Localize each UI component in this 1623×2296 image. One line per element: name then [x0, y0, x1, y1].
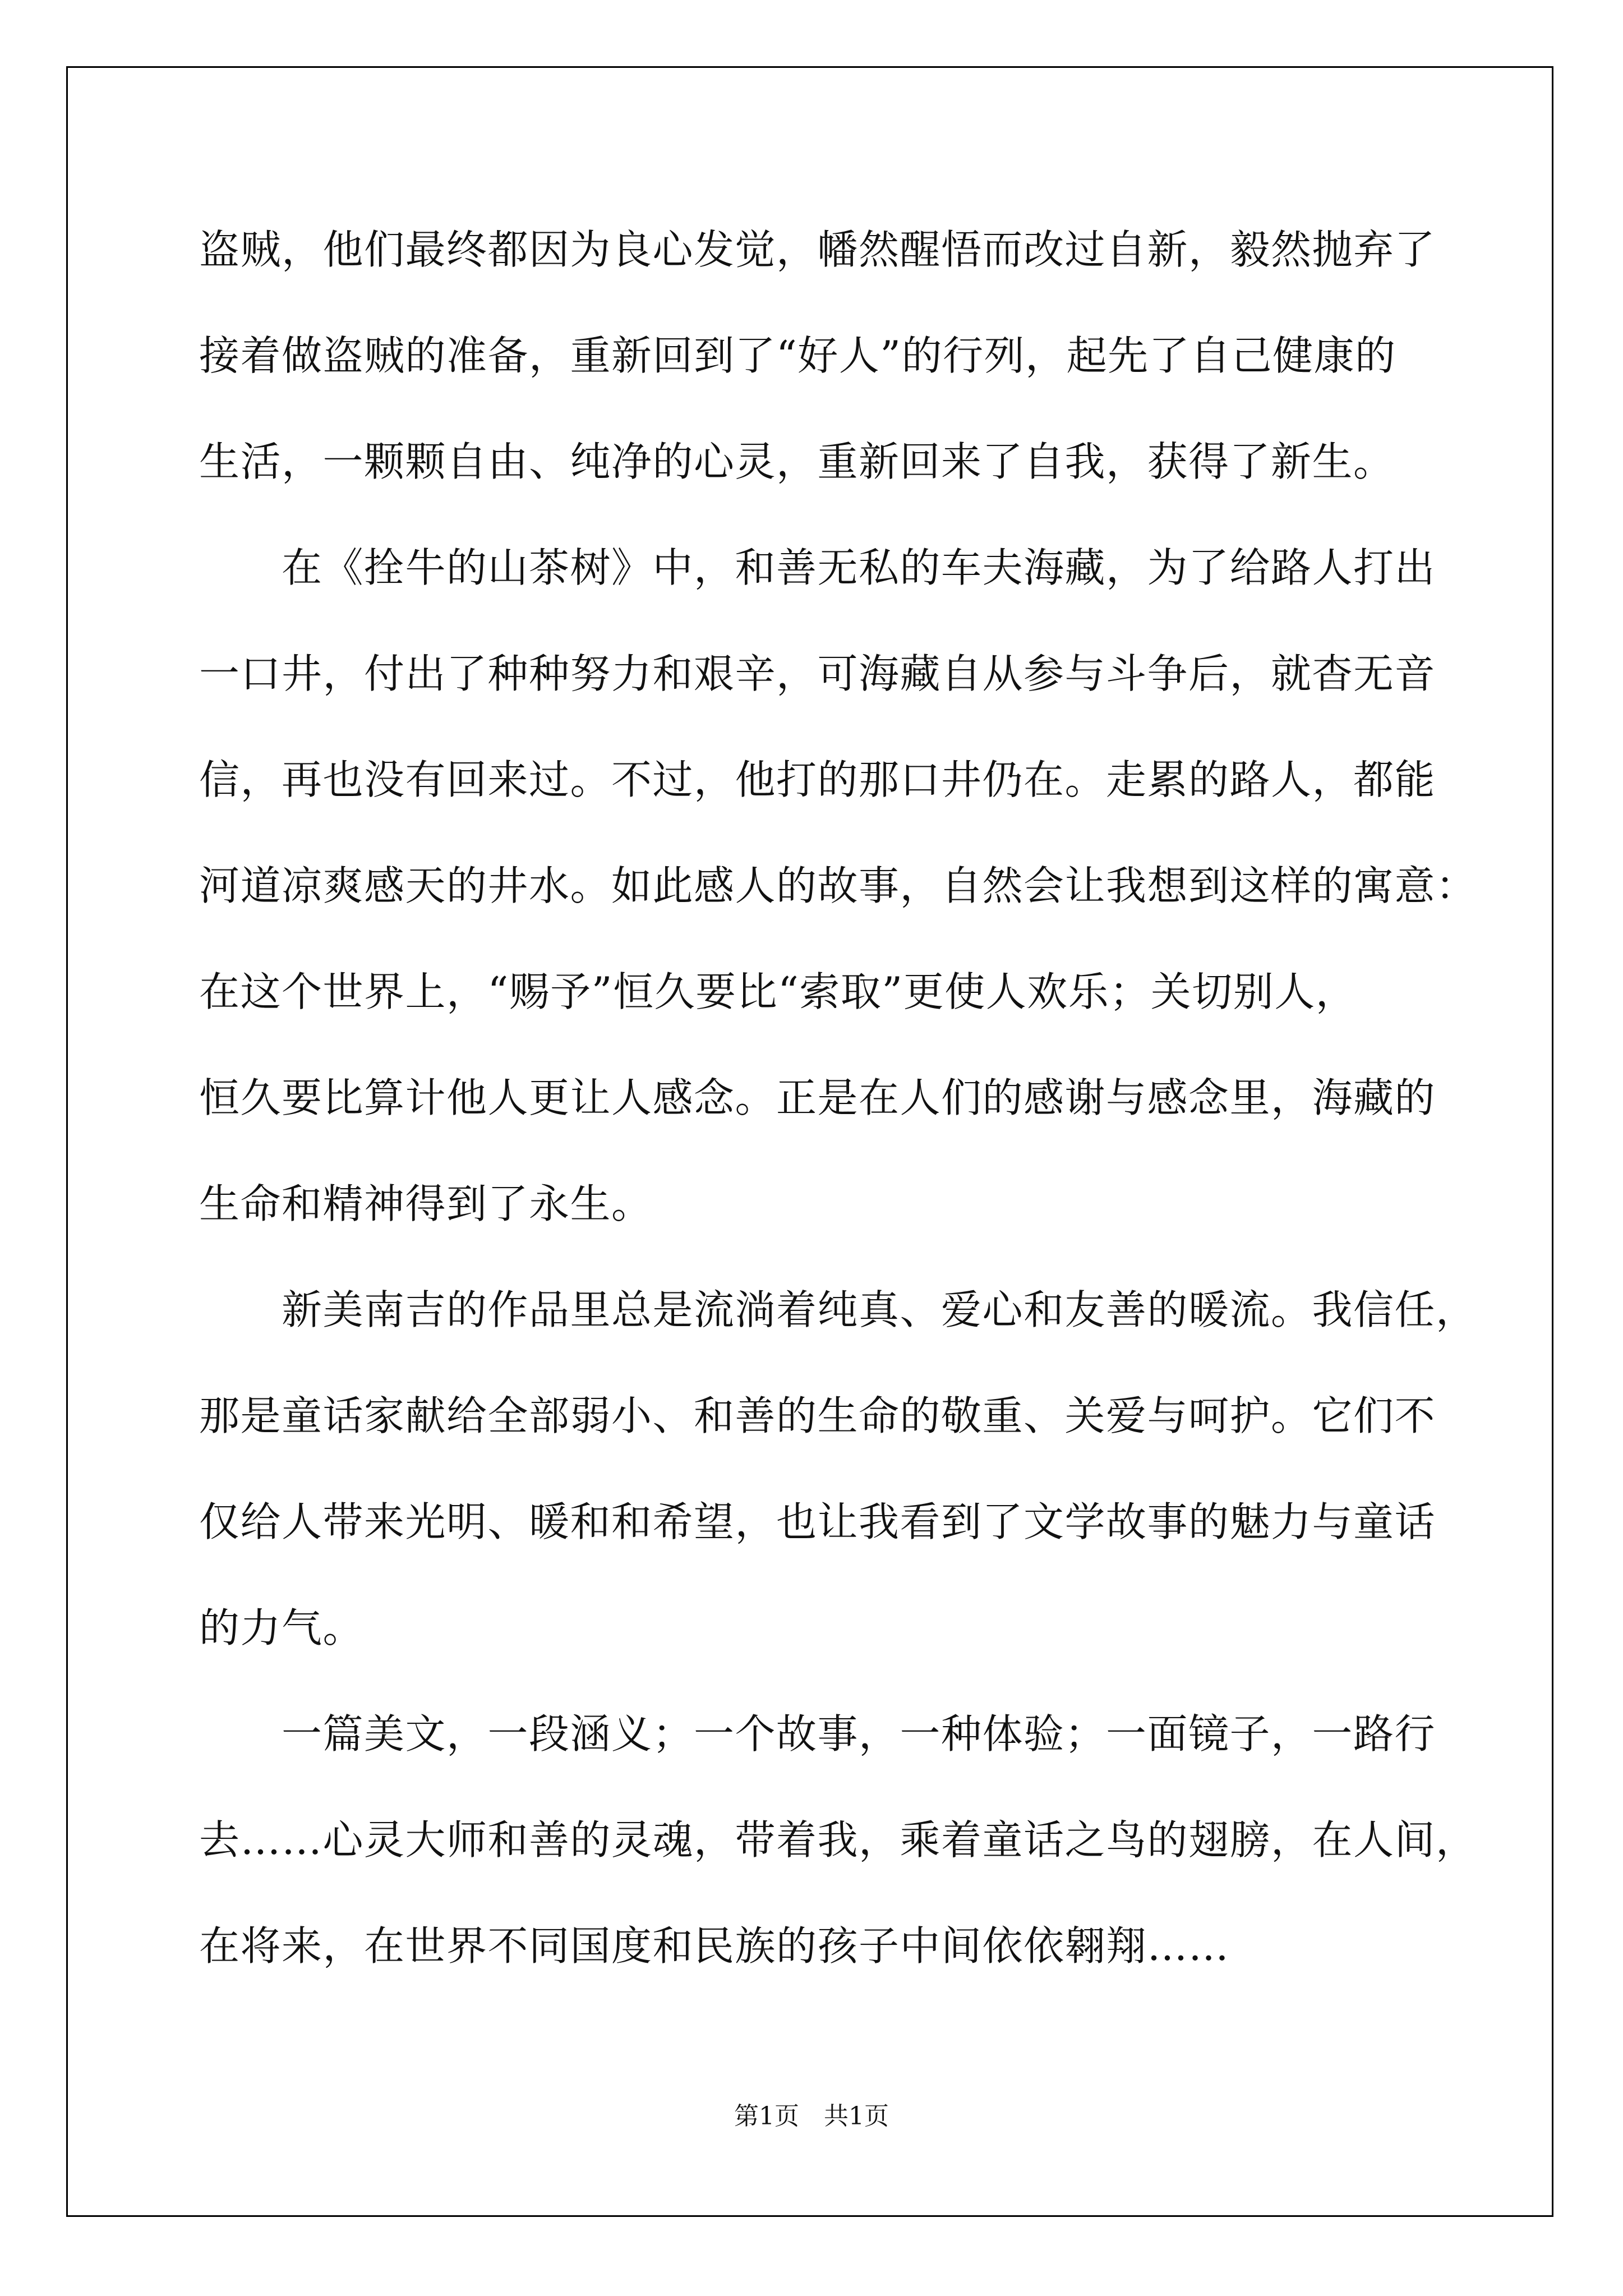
text-line-11: 新美南吉的作品里总是流淌着纯真、爱心和友善的暖流。我信任， — [199, 1286, 1477, 1333]
text-line-5: 一口井，付出了种种努力和艰辛，可海藏自从参与斗争后，就杳无音 — [199, 650, 1436, 697]
text-line-8: 在这个世界上，“赐予”恒久要比“索取”更使人欢乐；关切别人， — [199, 968, 1357, 1015]
text-line-10: 生命和精神得到了永生。 — [199, 1180, 653, 1227]
text-line-12: 那是童话家献给全部弱小、和善的生命的敬重、关爱与呵护。它们不 — [199, 1392, 1436, 1439]
text-line-6: 信，再也没有回来过。不过，他打的那口井仍在。走累的路人，都能 — [199, 756, 1436, 803]
page-number: 第1页 共1页 — [734, 2102, 889, 2131]
text-line-16: 去……心灵大师和善的灵魂，带着我，乘着童话之鸟的翅膀，在人间， — [199, 1816, 1477, 1864]
text-line-13: 仅给人带来光明、暖和和希望，也让我看到了文学故事的魅力与童话 — [199, 1498, 1436, 1545]
text-line-2: 接着做盗贼的准备，重新回到了“好人”的行列，起先了自己健康的 — [199, 332, 1396, 379]
text-line-1: 盗贼，他们最终都因为良心发觉，幡然醒悟而改过自新，毅然抛弃了 — [199, 226, 1436, 273]
page-border — [66, 66, 1553, 2217]
text-line-14: 的力气。 — [199, 1604, 365, 1651]
text-line-15: 一篇美文，一段涵义；一个故事，一种体验；一面镜子，一路行 — [199, 1710, 1436, 1757]
text-line-3: 生活，一颗颗自由、纯净的心灵，重新回来了自我，获得了新生。 — [199, 438, 1395, 485]
text-line-9: 恒久要比算计他人更让人感念。正是在人们的感谢与感念里，海藏的 — [199, 1074, 1436, 1121]
text-line-17: 在将来，在世界不同国度和民族的孩子中间依依翱翔…… — [199, 1922, 1230, 1970]
text-line-4: 在《拴牛的山茶树》中，和善无私的车夫海藏，为了给路人打出 — [199, 544, 1436, 591]
text-line-7: 河道凉爽感天的井水。如此感人的故事，自然会让我想到这样的寓意： — [199, 862, 1477, 909]
